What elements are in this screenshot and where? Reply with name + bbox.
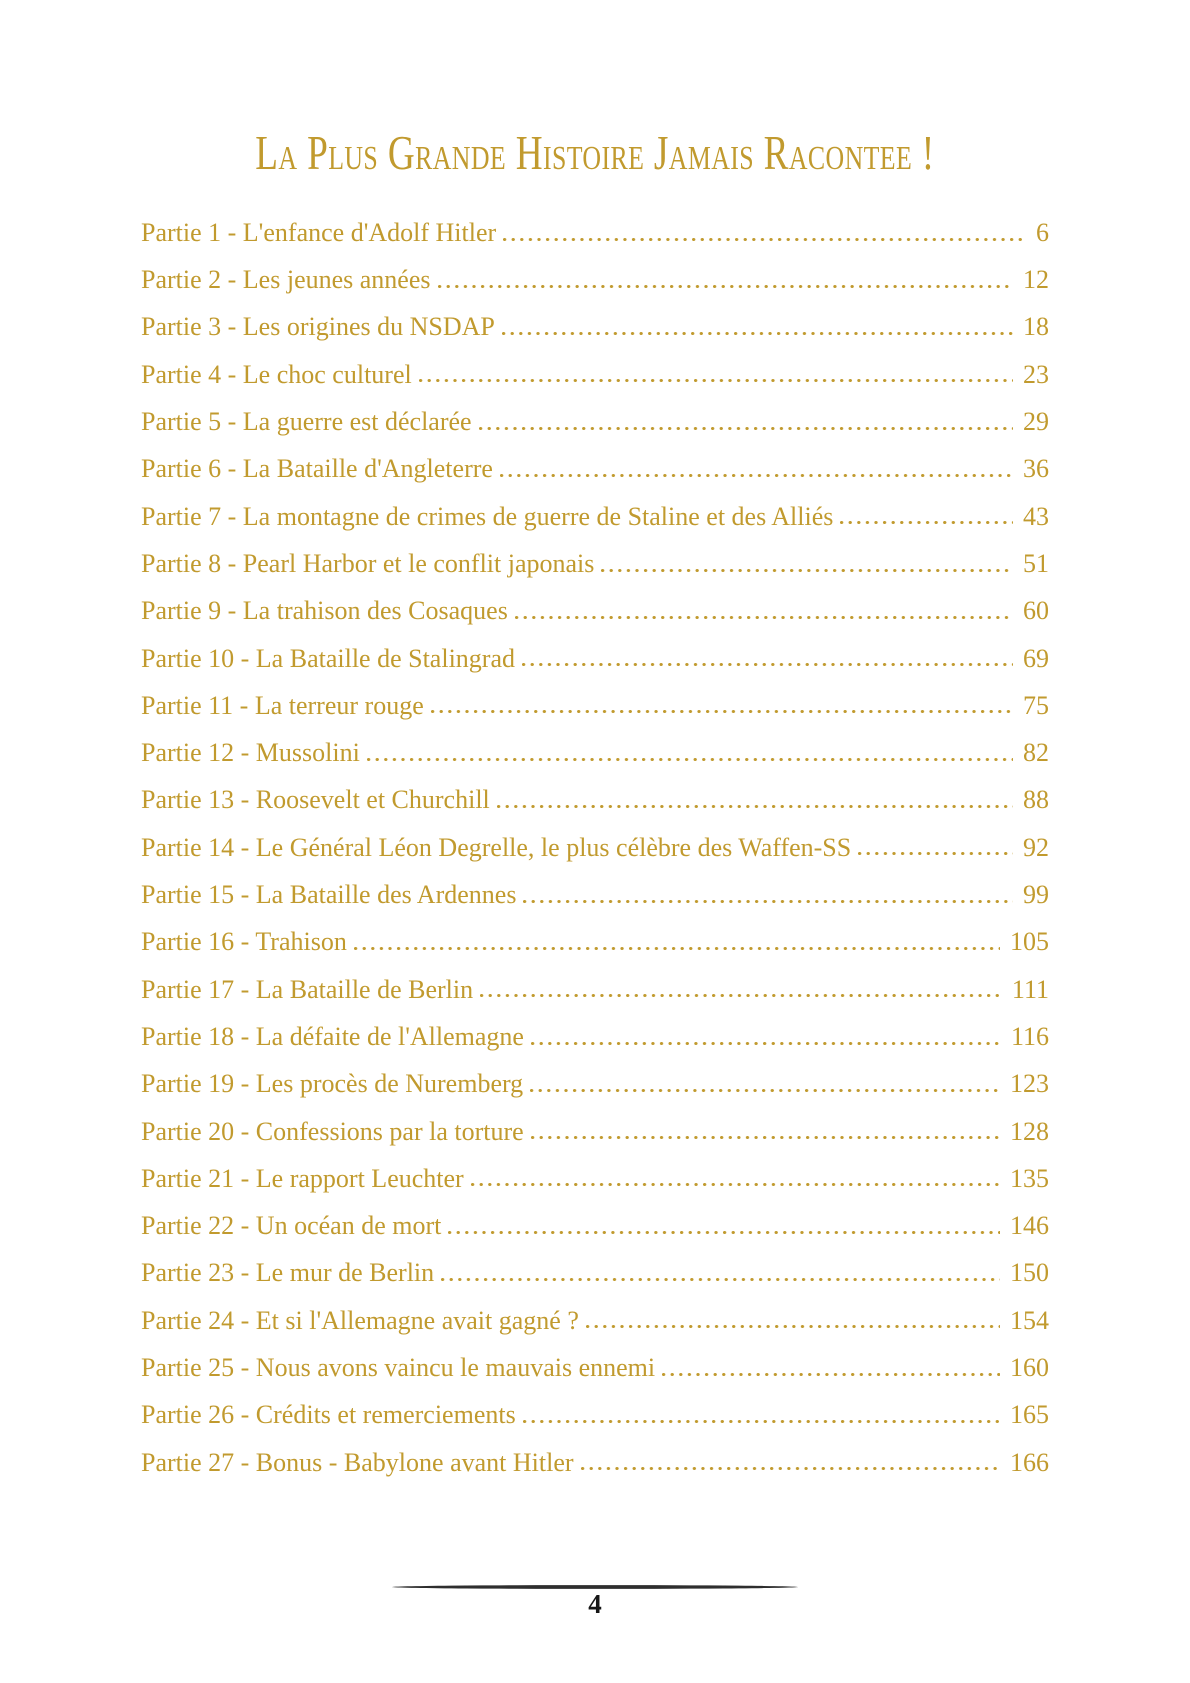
toc-entry-page-number: 51 (1023, 548, 1049, 578)
toc-entry-label: Partie 3 - Les origines du NSDAP (141, 312, 495, 342)
toc-entry[interactable] (141, 1306, 1049, 1353)
toc-entry[interactable] (141, 1353, 1049, 1400)
toc-entry[interactable] (141, 407, 1049, 454)
toc-entry-page-number: 69 (1023, 643, 1049, 673)
toc-entry-label: Partie 26 - Crédits et remerciements (141, 1400, 516, 1430)
toc-entry-page-number: 88 (1023, 785, 1049, 815)
toc-entry-label: Partie 21 - Le rapport Leuchter (141, 1163, 464, 1193)
toc-entry[interactable] (141, 596, 1049, 643)
toc-entry-page-number: 111 (1011, 974, 1049, 1004)
toc-entry-page-number: 165 (1010, 1400, 1049, 1430)
toc-entry-page-number: 154 (1010, 1305, 1049, 1335)
toc-entry-page-number: 36 (1023, 454, 1049, 484)
page-title: La Plus Grande Histoire Jamais Racontee ! (255, 125, 935, 180)
toc-entry-label: Partie 10 - La Bataille de Stalingrad (141, 643, 515, 673)
toc-entry-page-number: 166 (1010, 1447, 1049, 1477)
toc-entry-label: Partie 9 - La trahison des Cosaques (141, 596, 508, 626)
toc-entry-label: Partie 12 - Mussolini (141, 738, 360, 768)
toc-entry-page-number: 75 (1023, 690, 1049, 720)
toc-entry[interactable] (141, 502, 1049, 549)
dot-leader (497, 802, 1013, 808)
toc-entry-label: Partie 1 - L'enfance d'Adolf Hitler (141, 217, 497, 247)
toc-entry-label: Partie 24 - Et si l'Allemagne avait gagné ? (141, 1305, 579, 1335)
title-block (0, 0, 1190, 180)
toc-entry[interactable] (141, 1258, 1049, 1305)
toc-entry-page-number: 43 (1023, 501, 1049, 531)
dot-leader (367, 755, 1013, 761)
toc-entry-page-number: 150 (1010, 1258, 1049, 1288)
toc-entry[interactable] (141, 1400, 1049, 1447)
toc-entry[interactable] (141, 927, 1049, 974)
dot-leader (586, 1323, 1000, 1329)
toc-entry-label: Partie 5 - La guerre est déclarée (141, 407, 472, 437)
dot-leader (431, 708, 1013, 714)
dot-leader (523, 1417, 1000, 1423)
toc-entry-label: Partie 18 - La défaite de l'Allemagne (141, 1021, 524, 1051)
toc-entry-page-number: 18 (1023, 312, 1049, 342)
toc-entry-page-number: 6 (1036, 217, 1049, 247)
toc-entry-label: Partie 16 - Trahison (141, 927, 347, 957)
toc-entry[interactable] (141, 1448, 1049, 1495)
toc-entry-page-number: 92 (1023, 832, 1049, 862)
dot-leader (840, 519, 1013, 525)
toc-entry-page-number: 99 (1023, 880, 1049, 910)
dot-leader (531, 1134, 1000, 1140)
toc-entry[interactable] (141, 1022, 1049, 1069)
toc-entry[interactable] (141, 833, 1049, 880)
toc-entry-label: Partie 14 - Le Général Léon Degrelle, le plus célèbre des Waffen-SS (141, 832, 852, 862)
toc-entry-label: Partie 7 - La montagne de crimes de guerre de Staline et des Alliés (141, 501, 834, 531)
toc-entry-page-number: 128 (1010, 1116, 1049, 1146)
dot-leader (438, 282, 1013, 288)
toc-entry-label: Partie 25 - Nous avons vaincu le mauvais ennemi (141, 1353, 656, 1383)
dot-leader (441, 1275, 1000, 1281)
toc-entry[interactable] (141, 975, 1049, 1022)
dot-leader (500, 471, 1013, 477)
toc-entry[interactable] (141, 218, 1049, 265)
dot-leader (480, 992, 1002, 998)
toc-entry-label: Partie 27 - Bonus - Babylone avant Hitler (141, 1447, 574, 1477)
dot-leader (448, 1228, 1000, 1234)
toc-entry-page-number: 135 (1010, 1163, 1049, 1193)
toc-entry[interactable] (141, 312, 1049, 359)
toc-entry[interactable] (141, 880, 1049, 927)
dot-leader (523, 897, 1013, 903)
toc-entry-page-number: 12 (1023, 265, 1049, 295)
toc-entry-label: Partie 23 - Le mur de Berlin (141, 1258, 435, 1288)
toc-entry[interactable] (141, 360, 1049, 407)
dot-leader (662, 1370, 1000, 1376)
folio-page-number: 4 (588, 1589, 602, 1619)
toc-entry-page-number: 123 (1010, 1069, 1049, 1099)
toc-entry-page-number: 29 (1023, 407, 1049, 437)
toc-entry[interactable] (141, 738, 1049, 785)
dot-leader (471, 1181, 1000, 1187)
toc-entry-label: Partie 20 - Confessions par la torture (141, 1116, 524, 1146)
toc-entry-label: Partie 19 - Les procès de Nuremberg (141, 1069, 524, 1099)
table-of-contents (141, 218, 1049, 1495)
page-footer (0, 1584, 1190, 1620)
dot-leader (419, 377, 1013, 383)
toc-entry-page-number: 23 (1023, 359, 1049, 389)
dot-leader (858, 850, 1013, 856)
toc-entry-label: Partie 4 - Le choc culturel (141, 359, 412, 389)
toc-entry-label: Partie 2 - Les jeunes années (141, 265, 431, 295)
dot-leader (503, 235, 1026, 241)
toc-entry-label: Partie 6 - La Bataille d'Angleterre (141, 454, 493, 484)
dot-leader (502, 329, 1013, 335)
toc-entry[interactable] (141, 1164, 1049, 1211)
toc-entry-label: Partie 15 - La Bataille des Ardennes (141, 880, 517, 910)
dot-leader (530, 1086, 1000, 1092)
toc-entry-label: Partie 17 - La Bataille de Berlin (141, 974, 474, 1004)
toc-entry-page-number: 60 (1023, 596, 1049, 626)
dot-leader (522, 661, 1013, 667)
toc-entry-page-number: 146 (1010, 1211, 1049, 1241)
dot-leader (531, 1039, 1001, 1045)
toc-entry[interactable] (141, 644, 1049, 691)
toc-entry[interactable] (141, 1117, 1049, 1164)
toc-entry-label: Partie 11 - La terreur rouge (141, 690, 424, 720)
toc-entry-label: Partie 22 - Un océan de mort (141, 1211, 442, 1241)
toc-entry[interactable] (141, 785, 1049, 832)
toc-entry-page-number: 105 (1010, 927, 1049, 957)
toc-entry[interactable] (141, 454, 1049, 501)
toc-entry-label: Partie 8 - Pearl Harbor et le conflit japonais (141, 548, 595, 578)
toc-entry[interactable] (141, 265, 1049, 312)
dot-leader (581, 1465, 1000, 1471)
dot-leader (354, 944, 1000, 950)
dot-leader (479, 424, 1013, 430)
toc-entry[interactable] (141, 1069, 1049, 1116)
toc-entry-page-number: 116 (1010, 1021, 1049, 1051)
toc-entry-page-number: 160 (1010, 1353, 1049, 1383)
toc-entry[interactable] (141, 549, 1049, 596)
toc-entry[interactable] (141, 691, 1049, 738)
dot-leader (601, 566, 1013, 572)
dot-leader (515, 613, 1013, 619)
toc-entry[interactable] (141, 1211, 1049, 1258)
toc-entry-page-number: 82 (1023, 738, 1049, 768)
toc-entry-label: Partie 13 - Roosevelt et Churchill (141, 785, 490, 815)
